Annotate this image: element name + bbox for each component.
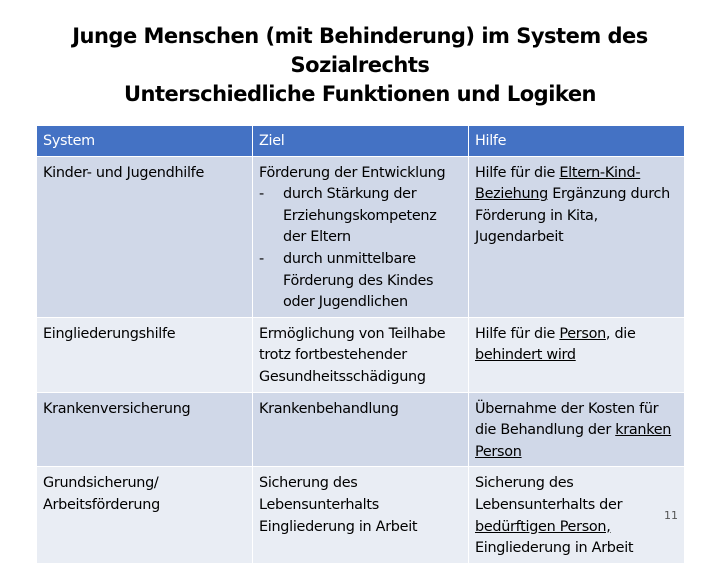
cell-ziel: Krankenbehandlung (253, 392, 469, 467)
hilfe-text: Ergänzung durch Förderung in Kita, Jugendarbeit (475, 186, 670, 246)
ziel-list-item: - durch unmittelbare Förderung des Kindes oder Jugendlichen (259, 249, 462, 314)
ziel-list-item: - durch Stärkung der Erziehungskompetenz der Eltern (259, 184, 462, 249)
cell-hilfe (469, 467, 685, 563)
cell-system: Krankenversicherung (37, 392, 253, 467)
table-header-row (37, 126, 685, 157)
hilfe-underlined: bedürftigen Person, (475, 518, 611, 535)
hilfe-text: Sicherung des Lebensunterhalts der (475, 475, 623, 513)
header-hilfe: Hilfe (469, 126, 685, 157)
ziel-list (259, 184, 462, 314)
cell-system: Kinder- und Jugendhilfe (37, 156, 253, 317)
cell-hilfe (469, 317, 685, 392)
cell-ziel: Ermöglichung von Teilhabe trotz fortbestehender Gesundheitsschädigung (253, 317, 469, 392)
cell-system: Grundsicherung/ Arbeitsförderung (37, 467, 253, 563)
cell-ziel (253, 156, 469, 317)
hilfe-underlined: Eltern-Kind-Beziehung (475, 164, 641, 203)
title-line-3: Unterschiedliche Funktionen und Logiken (123, 82, 597, 106)
table-row (37, 156, 685, 317)
hilfe-underlined: behindert wird (475, 347, 576, 364)
title-line-2: Sozialrechts (290, 53, 430, 77)
table-row (37, 317, 685, 392)
cell-ziel: Sicherung des Lebensunterhalts Eingliederung in Arbeit (253, 467, 469, 563)
hilfe-underlined: Person (559, 325, 606, 342)
table-row (37, 467, 685, 563)
hilfe-text: , die (605, 325, 636, 342)
comparison-table (36, 125, 685, 564)
cell-hilfe (469, 392, 685, 467)
cell-hilfe (469, 156, 685, 317)
title-line-1: Junge Menschen (mit Behinderung) im System des (72, 24, 648, 48)
hilfe-text: Übernahme der Kosten für die Behandlung der (475, 400, 659, 439)
table-row (37, 392, 685, 467)
header-system: System (37, 126, 253, 157)
slide-title (0, 22, 720, 109)
hilfe-text: Hilfe für die (475, 164, 560, 181)
ziel-intro: Förderung der Entwicklung (259, 164, 446, 181)
page-number: 11 (664, 509, 678, 522)
cell-system: Eingliederungshilfe (37, 317, 253, 392)
hilfe-underlined: kranken Person (475, 422, 672, 460)
header-ziel: Ziel (253, 126, 469, 157)
hilfe-text: Hilfe für die (475, 325, 560, 342)
hilfe-text: Eingliederung in Arbeit (475, 540, 634, 557)
